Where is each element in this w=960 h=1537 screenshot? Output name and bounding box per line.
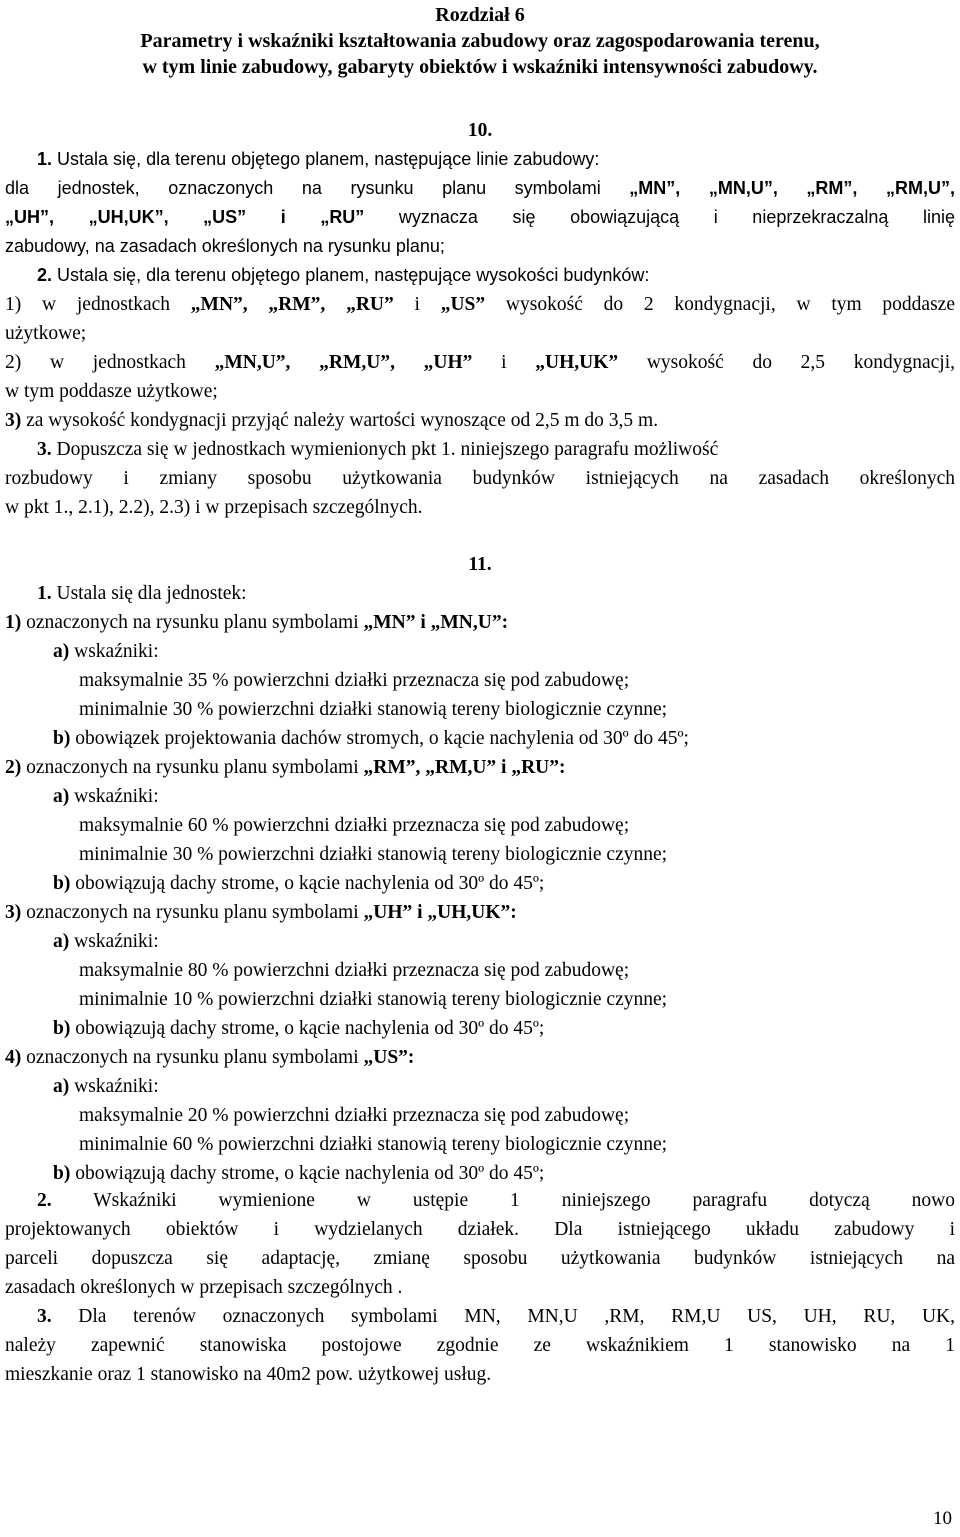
item-number: 2) — [5, 757, 22, 778]
subitem-text: obowiązują dachy strome, o kącie nachylenia od 30º do 45º; — [70, 1163, 545, 1184]
section-11-paragraph-3 — [5, 1302, 955, 1389]
paragraph-text: projektowanych obiektów i wydzielanych działek. Dla istniejącego układu zabudowy i — [5, 1219, 955, 1240]
paragraph-text: zasadach określonych w przepisach szczególnych . — [5, 1277, 403, 1298]
paragraph-text: Dopuszcza się w jednostkach wymienionych pkt 1. niniejszego paragrafu możliwość — [51, 439, 719, 460]
item-number: 3) — [5, 410, 22, 431]
paragraph-number: 3. — [37, 1306, 52, 1327]
paragraph-text: rozbudowy i zmiany sposobu użytkowania budynków istniejących na zasadach określonych — [5, 468, 955, 489]
item-number: 2) — [5, 352, 22, 373]
subitem-text: obowiązek projektowania dachów stromych, o kącie nachylenia od 30º do 45º; — [70, 728, 689, 749]
paragraph-text: zabudowy, na zasadach określonych na rysunku planu; — [5, 236, 445, 256]
paragraph-text: Ustala się, dla terenu objętego planem, następujące wysokości budynków: — [57, 265, 650, 285]
item-text: i — [472, 352, 536, 373]
paragraph-number: 3. — [37, 439, 52, 460]
paragraph-text: parceli dopuszcza się adaptację, zmianę sposobu użytkowania budynków istniejących na — [5, 1248, 955, 1269]
subitem-label: a) — [53, 641, 70, 662]
max-coverage: maksymalnie 60 % powierzchni działki przeznacza się pod zabudowę; — [79, 815, 630, 836]
max-coverage: maksymalnie 20 % powierzchni działki przeznacza się pod zabudowę; — [79, 1105, 630, 1126]
section-11-paragraph-2 — [5, 1186, 955, 1302]
paragraph-text: Ustala się dla jednostek: — [51, 583, 247, 604]
unit-group-1 — [5, 608, 955, 753]
subitem-label: b) — [53, 728, 71, 749]
paragraph-number: 1. — [37, 583, 52, 604]
paragraph-text: wyznacza się obowiązującą i nieprzekraczalną linię — [364, 207, 955, 227]
min-biological: minimalnie 60 % powierzchni działki stanowią tereny biologicznie czynne; — [79, 1134, 668, 1155]
item-text: wysokość do 2,5 kondygnacji, — [618, 352, 956, 373]
chapter-subtitle-line2: w tym linie zabudowy, gabaryty obiektów i wskaźniki intensywności zabudowy. — [142, 56, 818, 78]
item-text: oznaczonych na rysunku planu symbolami — [21, 902, 364, 923]
paragraph-number: 2. — [37, 1190, 52, 1211]
subitem-text: wskaźniki: — [69, 786, 159, 807]
unit-symbols: „MN” i „MN,U”: — [363, 612, 509, 633]
section-10-heading: 10. — [467, 120, 493, 141]
subitem-text: obowiązują dachy strome, o kącie nachylenia od 30º do 45º; — [70, 873, 545, 894]
chapter-title: Rozdział 6 — [435, 4, 525, 26]
subitem-label: a) — [53, 1076, 70, 1097]
section-11-heading: 11. — [468, 554, 492, 575]
unit-symbols: „MN,U”, „RM,U”, „UH” — [214, 352, 473, 373]
item-text: oznaczonych na rysunku planu symbolami — [21, 1047, 364, 1068]
subitem-text: wskaźniki: — [69, 641, 159, 662]
unit-symbols: „UH,UK” — [535, 352, 619, 373]
section-10-paragraph-1 — [5, 145, 955, 261]
item-text: w jednostkach — [21, 294, 191, 315]
subitem-text: wskaźniki: — [69, 931, 159, 952]
subitem-label: a) — [53, 931, 70, 952]
paragraph-text: Ustala się, dla terenu objętego planem, następujące linie zabudowy: — [57, 149, 600, 169]
item-text: i — [393, 294, 441, 315]
paragraph-text: Wskaźniki wymienione w ustępie 1 niniejszego paragrafu dotyczą nowo — [51, 1190, 955, 1211]
unit-symbols: „US”: — [363, 1047, 415, 1068]
section-10-paragraph-2 — [5, 261, 955, 435]
item-number: 1) — [5, 294, 22, 315]
subitem-label: b) — [53, 1163, 71, 1184]
min-biological: minimalnie 30 % powierzchni działki stanowią tereny biologicznie czynne; — [79, 844, 668, 865]
min-biological: minimalnie 30 % powierzchni działki stanowią tereny biologicznie czynne; — [79, 699, 668, 720]
item-text: oznaczonych na rysunku planu symbolami — [21, 612, 364, 633]
item-text: w tym poddasze użytkowe; — [5, 381, 218, 402]
unit-group-3 — [5, 898, 955, 1043]
unit-group-4 — [5, 1043, 955, 1188]
paragraph-text: dla jednostek, oznaczonych na rysunku planu symbolami — [5, 178, 630, 198]
paragraph-text: w pkt 1., 2.1), 2.2), 2.3) i w przepisach szczególnych. — [5, 497, 423, 518]
page-number: 10 — [933, 1508, 952, 1529]
unit-symbols: „MN”, „RM”, „RU” — [190, 294, 394, 315]
unit-symbols: „UH” i „UH,UK”: — [363, 902, 517, 923]
unit-symbols: „US” — [440, 294, 486, 315]
item-text: wysokość do 2 kondygnacji, w tym poddasze — [485, 294, 955, 315]
unit-symbols: „UH”, „UH,UK”, „US” i „RU” — [5, 207, 365, 227]
paragraph-number: 2. — [37, 265, 53, 285]
item-number: 1) — [5, 612, 22, 633]
item-number: 4) — [5, 1047, 22, 1068]
item-text: w jednostkach — [21, 352, 215, 373]
subitem-label: b) — [53, 1018, 71, 1039]
section-11-paragraph-1 — [5, 579, 955, 1188]
unit-symbols: „RM”, „RM,U” i „RU”: — [363, 757, 566, 778]
unit-group-2 — [5, 753, 955, 898]
subitem-label: b) — [53, 873, 71, 894]
chapter-subtitle-line1: Parametry i wskaźniki kształtowania zabudowy oraz zagospodarowania terenu, — [140, 30, 820, 52]
subitem-text: obowiązują dachy strome, o kącie nachylenia od 30º do 45º; — [70, 1018, 545, 1039]
item-text: użytkowe; — [5, 323, 87, 344]
paragraph-number: 1. — [37, 149, 53, 169]
chapter-header — [0, 2, 960, 80]
item-text: oznaczonych na rysunku planu symbolami — [21, 757, 364, 778]
subitem-label: a) — [53, 786, 70, 807]
section-10-paragraph-3 — [5, 435, 955, 522]
min-biological: minimalnie 10 % powierzchni działki stanowią tereny biologicznie czynne; — [79, 989, 668, 1010]
item-text: za wysokość kondygnacji przyjąć należy wartości wynoszące od 2,5 m do 3,5 m. — [21, 410, 659, 431]
max-coverage: maksymalnie 35 % powierzchni działki przeznacza się pod zabudowę; — [79, 670, 630, 691]
paragraph-text: Dla terenów oznaczonych symbolami MN, MN,U ,RM, RM,U US, UH, RU, UK, — [51, 1306, 955, 1327]
unit-symbols: „MN”, „MN,U”, „RM”, „RM,U”, — [629, 178, 955, 198]
item-number: 3) — [5, 902, 22, 923]
subitem-text: wskaźniki: — [69, 1076, 159, 1097]
max-coverage: maksymalnie 80 % powierzchni działki przeznacza się pod zabudowę; — [79, 960, 630, 981]
paragraph-text: mieszkanie oraz 1 stanowisko na 40m2 pow. użytkowej usług. — [5, 1364, 492, 1385]
paragraph-text: należy zapewnić stanowiska postojowe zgodnie ze wskaźnikiem 1 stanowisko na 1 — [5, 1335, 955, 1356]
